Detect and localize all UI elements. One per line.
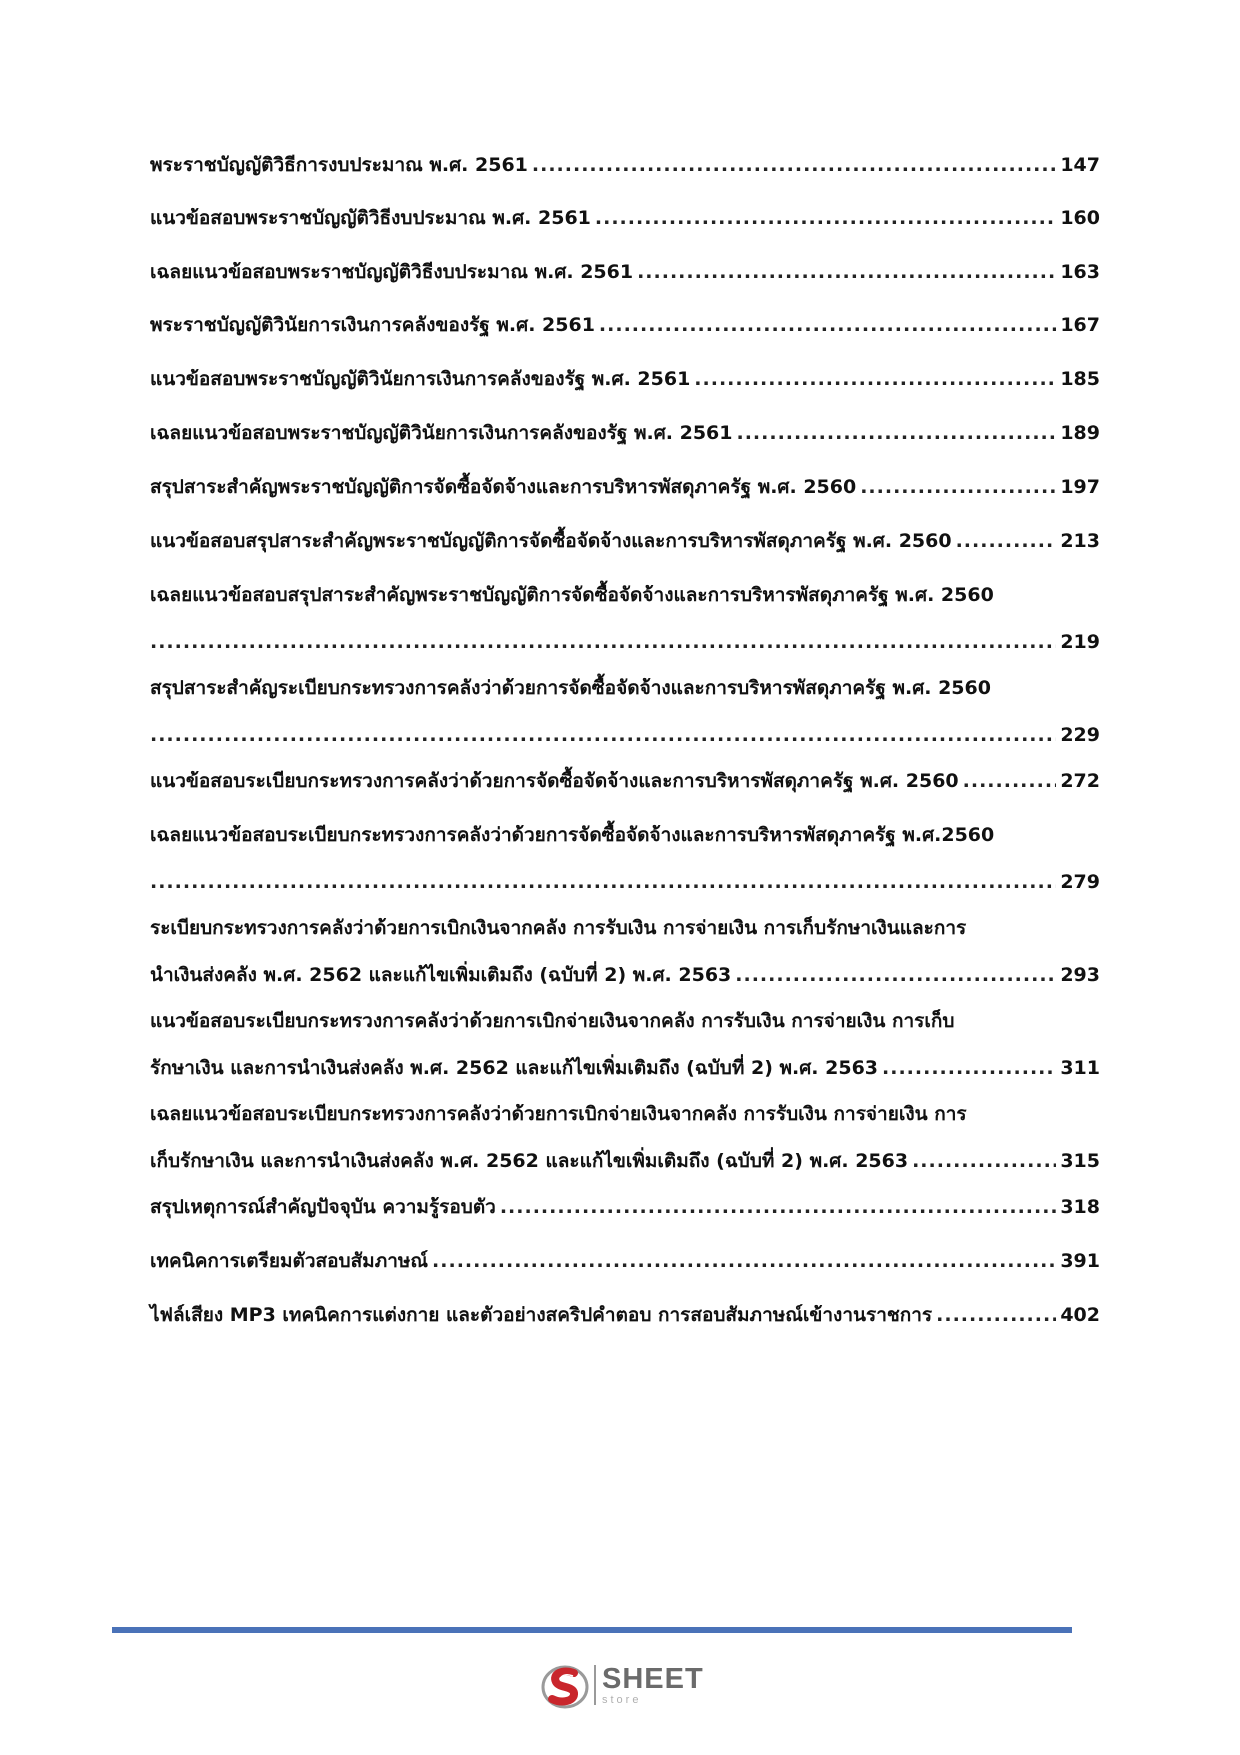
toc-entry-title: พระราชบัญญัติวินัยการเงินการคลังของรัฐ พ.ศ. 2561 bbox=[150, 314, 595, 336]
toc-page-number: 402 bbox=[1060, 1304, 1100, 1326]
dot-leader bbox=[500, 1192, 1056, 1222]
toc-entry-title: สรุปสาระสำคัญระเบียบกระทรวงการคลังว่าด้วยการจัดซื้อจัดจ้างและการบริหารพัสดุภาครัฐ พ.ศ. 2560 bbox=[150, 677, 991, 699]
toc-entry-title: แนวข้อสอบระเบียบกระทรวงการคลังว่าด้วยการเบิกจ่ายเงินจากคลัง การรับเงิน การจ่ายเงิน การเก็บ bbox=[150, 1010, 955, 1032]
toc-entry-title: ระเบียบกระทรวงการคลังว่าด้วยการเบิกเงินจากคลัง การรับเงิน การจ่ายเงิน การเก็บรักษาเงินและการ bbox=[150, 917, 967, 939]
toc-page-number: 219 bbox=[1060, 631, 1100, 653]
dot-leader bbox=[735, 960, 1056, 990]
dot-leader bbox=[936, 1300, 1056, 1330]
toc-entry-title: สรุปสาระสำคัญพระราชบัญญัติการจัดซื้อจัดจ้างและการบริหารพัสดุภาครัฐ พ.ศ. 2560 bbox=[150, 476, 857, 498]
toc-entry-title: แนวข้อสอบสรุปสาระสำคัญพระราชบัญญัติการจัดซื้อจัดจ้างและการบริหารพัสดุภาครัฐ พ.ศ. 2560 bbox=[150, 530, 952, 552]
toc-page-number: 160 bbox=[1060, 207, 1100, 229]
dot-leader bbox=[150, 720, 1056, 750]
dot-leader bbox=[599, 310, 1056, 340]
dot-leader bbox=[956, 526, 1057, 556]
toc-entry[interactable] bbox=[150, 418, 1100, 448]
toc-page-number: 167 bbox=[1060, 314, 1100, 336]
toc-entry-title: ไฟล์เสียง MP3 เทคนิคการแต่งกาย และตัวอย่างสคริปคำตอบ การสอบสัมภาษณ์เข้างานราชการ bbox=[150, 1304, 933, 1326]
toc-entry[interactable] bbox=[150, 580, 1100, 657]
toc-entry-title: เทคนิคการเตรียมตัวสอบสัมภาษณ์ bbox=[150, 1250, 429, 1272]
toc-entry[interactable] bbox=[150, 766, 1100, 796]
dot-leader bbox=[432, 1246, 1056, 1276]
toc-entry[interactable] bbox=[150, 203, 1100, 233]
toc-page-number: 197 bbox=[1060, 476, 1100, 498]
toc-page-number: 279 bbox=[1060, 871, 1100, 893]
toc-entry-title: แนวข้อสอบระเบียบกระทรวงการคลังว่าด้วยการจัดซื้อจัดจ้างและการบริหารพัสดุภาครัฐ พ.ศ. 2560 bbox=[150, 770, 959, 792]
toc-entry[interactable] bbox=[150, 257, 1100, 287]
dot-leader bbox=[532, 150, 1056, 180]
toc-entry[interactable] bbox=[150, 1246, 1100, 1276]
toc-entry-title: รักษาเงิน และการนำเงินส่งคลัง พ.ศ. 2562 และแก้ไขเพิ่มเติมถึง (ฉบับที่ 2) พ.ศ. 2563 bbox=[150, 1057, 879, 1079]
toc-page-number: 229 bbox=[1060, 724, 1100, 746]
toc-entry[interactable] bbox=[150, 1192, 1100, 1222]
toc-entry[interactable] bbox=[150, 150, 1100, 180]
toc-entry-title: แนวข้อสอบพระราชบัญญัติวิธีงบประมาณ พ.ศ. 2561 bbox=[150, 207, 591, 229]
toc-page-number: 318 bbox=[1060, 1196, 1100, 1218]
dot-leader bbox=[694, 364, 1056, 394]
dot-leader bbox=[150, 867, 1056, 897]
dot-leader bbox=[737, 418, 1057, 448]
toc-page-number: 163 bbox=[1060, 261, 1100, 283]
toc-entry[interactable] bbox=[150, 820, 1100, 897]
toc-page-number: 293 bbox=[1060, 964, 1100, 986]
toc-entry-title: เฉลยแนวข้อสอบระเบียบกระทรวงการคลังว่าด้วยการจัดซื้อจัดจ้างและการบริหารพัสดุภาครัฐ พ.ศ.2560 bbox=[150, 824, 995, 846]
toc-page-number: 391 bbox=[1060, 1250, 1100, 1272]
dot-leader bbox=[882, 1053, 1056, 1083]
toc-page-number: 311 bbox=[1060, 1057, 1100, 1079]
dot-leader bbox=[912, 1146, 1056, 1176]
toc-entry[interactable] bbox=[150, 472, 1100, 502]
logo-subtitle: store bbox=[602, 1693, 642, 1706]
toc-entry[interactable] bbox=[150, 1006, 1100, 1083]
toc-page-number: 315 bbox=[1060, 1150, 1100, 1172]
toc-entry-title: เก็บรักษาเงิน และการนำเงินส่งคลัง พ.ศ. 2562 และแก้ไขเพิ่มเติมถึง (ฉบับที่ 2) พ.ศ. 2563 bbox=[150, 1150, 909, 1172]
s-monogram-icon bbox=[540, 1660, 590, 1710]
toc-entry[interactable] bbox=[150, 1300, 1100, 1330]
toc-entry[interactable] bbox=[150, 310, 1100, 340]
dot-leader bbox=[637, 257, 1056, 287]
toc-page-number: 185 bbox=[1060, 368, 1100, 390]
toc-entry[interactable] bbox=[150, 673, 1100, 750]
toc-entry-title: แนวข้อสอบพระราชบัญญัติวินัยการเงินการคลังของรัฐ พ.ศ. 2561 bbox=[150, 368, 691, 390]
toc-page-number: 213 bbox=[1060, 530, 1100, 552]
toc-entry[interactable] bbox=[150, 1099, 1100, 1176]
dot-leader bbox=[860, 472, 1056, 502]
toc-entry-title: เฉลยแนวข้อสอบพระราชบัญญัติวิธีงบประมาณ พ.ศ. 2561 bbox=[150, 261, 634, 283]
toc-entry-title: พระราชบัญญัติวิธีการงบประมาณ พ.ศ. 2561 bbox=[150, 154, 528, 176]
toc-entry-title: เฉลยแนวข้อสอบสรุปสาระสำคัญพระราชบัญญัติการจัดซื้อจัดจ้างและการบริหารพัสดุภาครัฐ พ.ศ. 2560 bbox=[150, 584, 994, 606]
footer-rule bbox=[112, 1627, 1072, 1633]
toc-entry-title: เฉลยแนวข้อสอบระเบียบกระทรวงการคลังว่าด้วยการเบิกจ่ายเงินจากคลัง การรับเงิน การจ่ายเงิน การ bbox=[150, 1103, 967, 1125]
logo-separator bbox=[594, 1665, 596, 1705]
sheet-store-logo bbox=[540, 1660, 704, 1710]
dot-leader bbox=[963, 766, 1057, 796]
dot-leader bbox=[150, 627, 1056, 657]
logo-title: SHEET bbox=[602, 1662, 704, 1695]
toc-entry-title: สรุปเหตุการณ์สำคัญปัจจุบัน ความรู้รอบตัว bbox=[150, 1196, 496, 1218]
logo-wordmark bbox=[602, 1662, 704, 1706]
toc-entry-title: เฉลยแนวข้อสอบพระราชบัญญัติวินัยการเงินการคลังของรัฐ พ.ศ. 2561 bbox=[150, 422, 733, 444]
toc-entry-title: นำเงินส่งคลัง พ.ศ. 2562 และแก้ไขเพิ่มเติมถึง (ฉบับที่ 2) พ.ศ. 2563 bbox=[150, 964, 732, 986]
toc-entry[interactable] bbox=[150, 913, 1100, 990]
dot-leader bbox=[595, 203, 1056, 233]
toc-page-number: 272 bbox=[1060, 770, 1100, 792]
toc-page-number: 147 bbox=[1060, 154, 1100, 176]
toc-page-number: 189 bbox=[1060, 422, 1100, 444]
toc-entry[interactable] bbox=[150, 526, 1100, 556]
toc-entry[interactable] bbox=[150, 364, 1100, 394]
